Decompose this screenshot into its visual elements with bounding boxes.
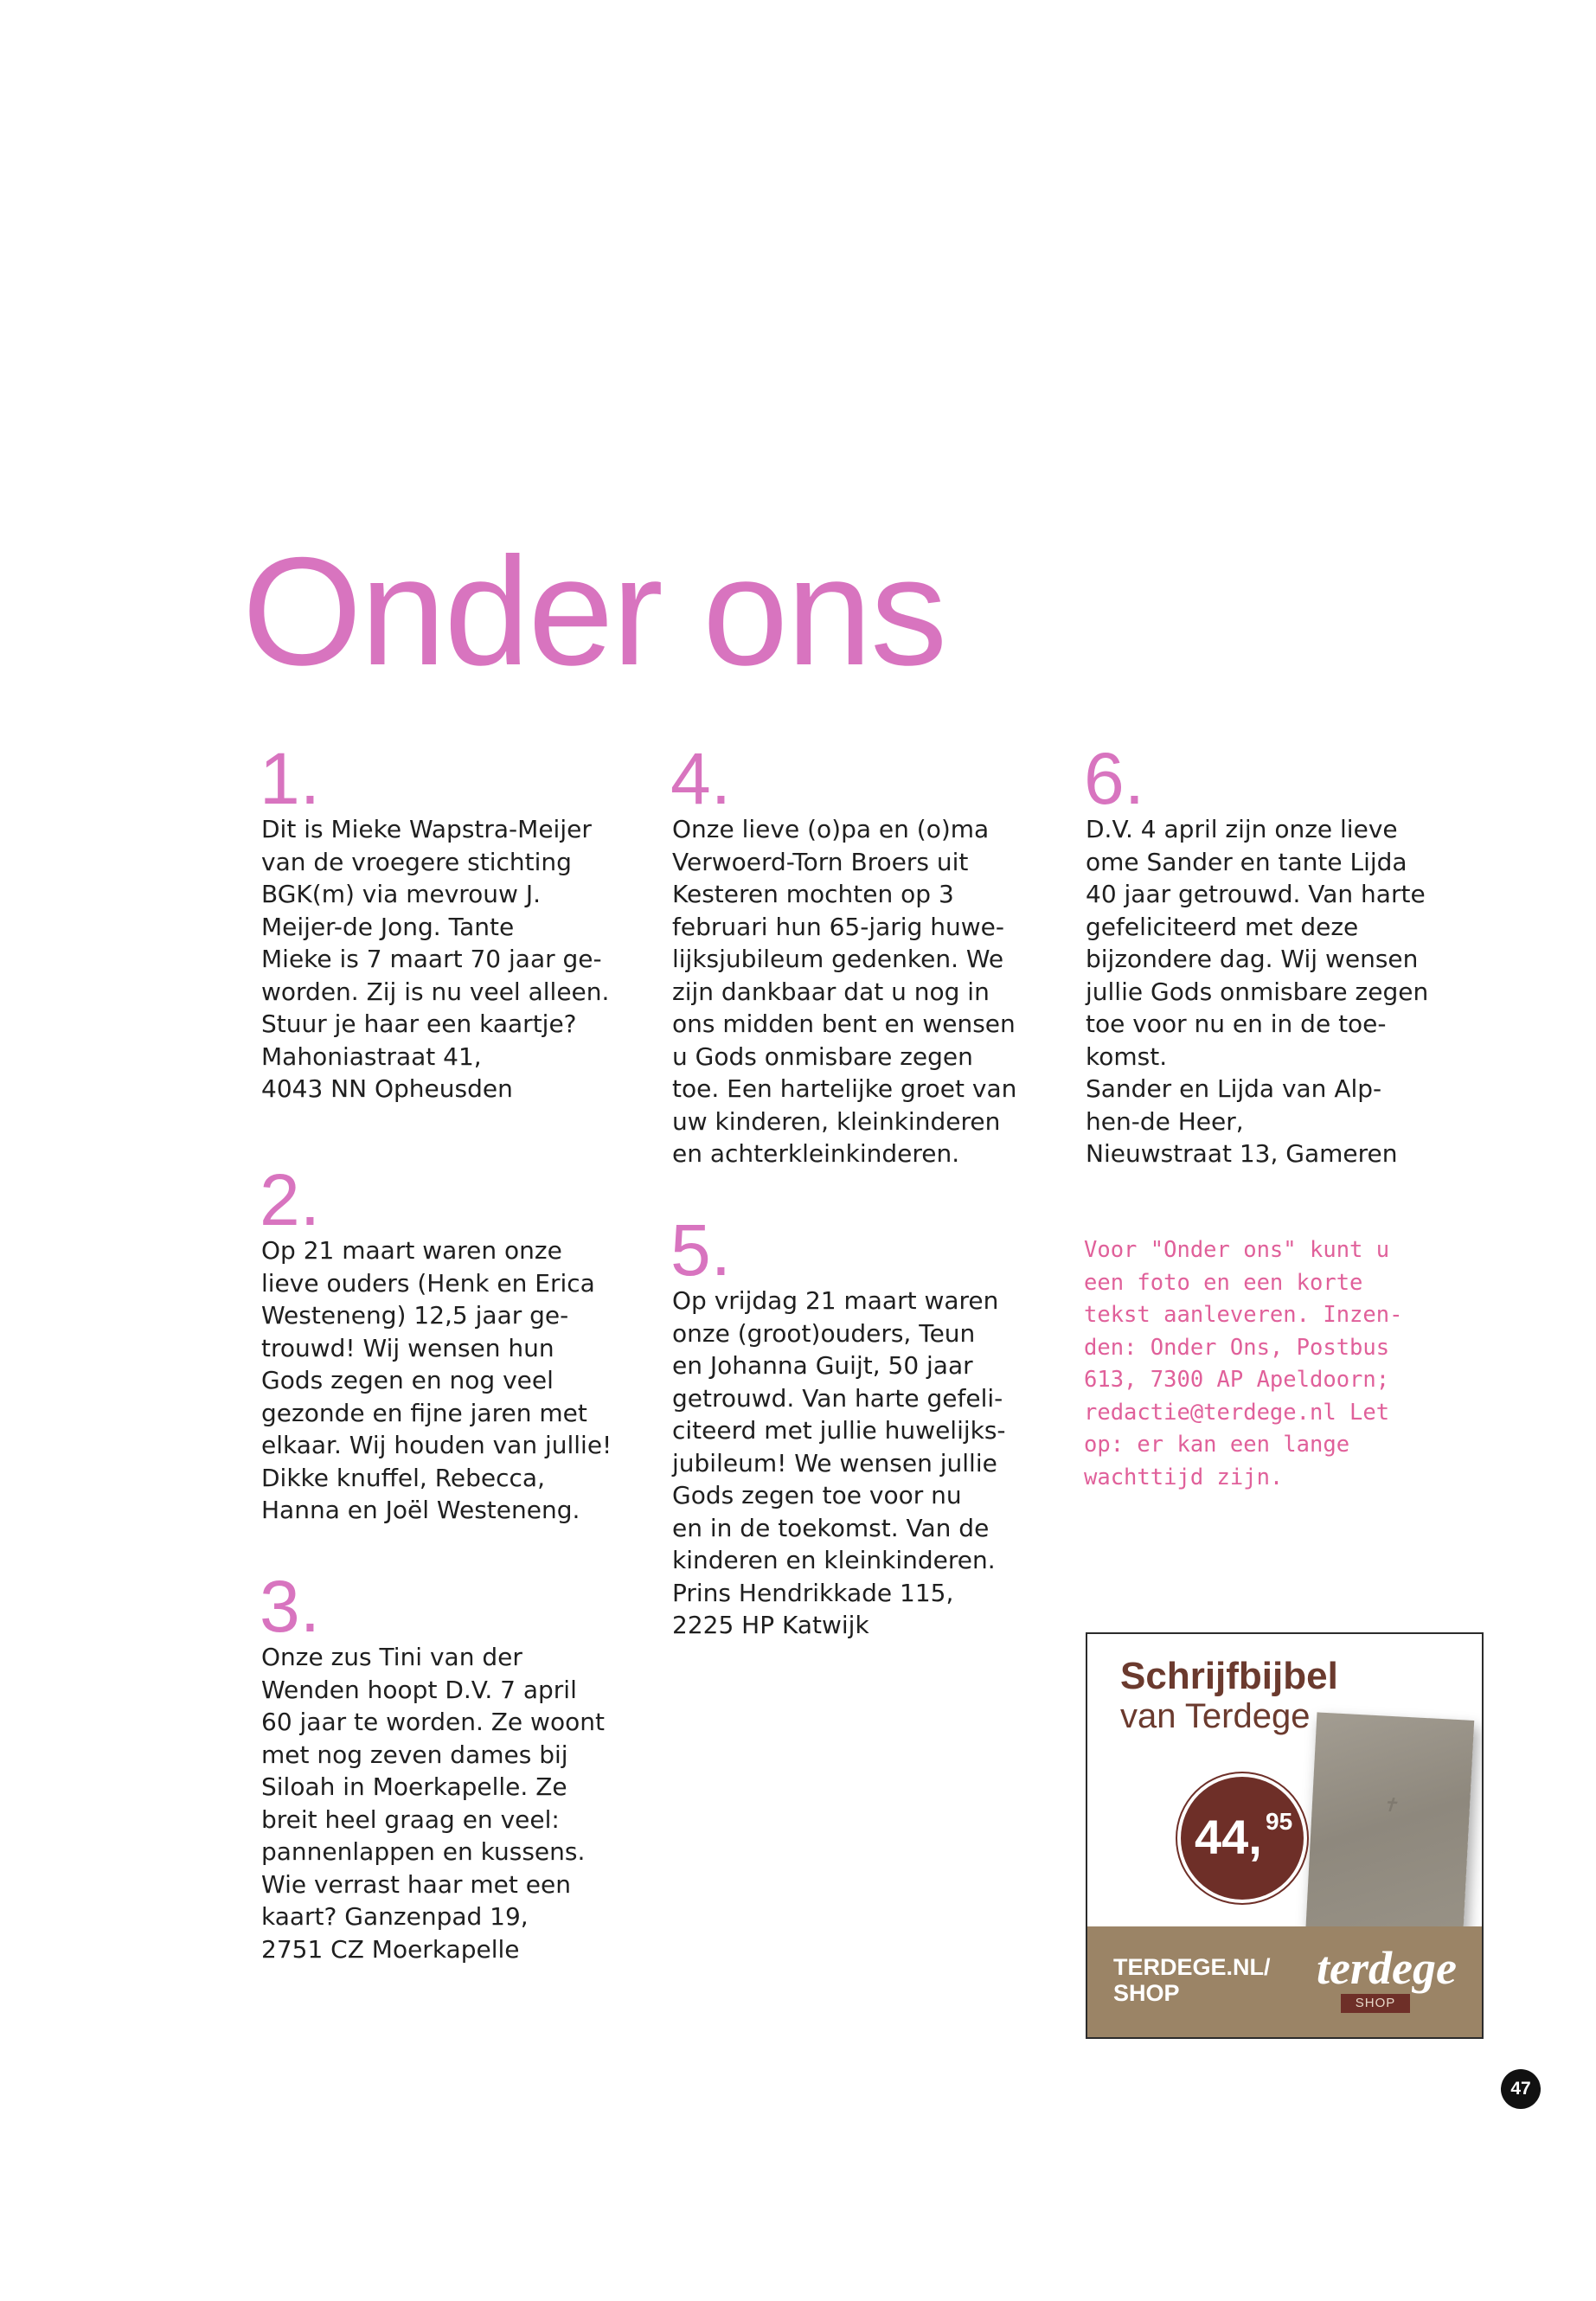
entry-3	[260, 1566, 625, 1965]
entry-text: Onze zus Tini van der Wenden hoopt D.V. 7 april 60 jaar te worden. Ze woont met nog zeven dames bij Siloah in Moerkapelle. Ze breit heel graag en veel: pannenlappen en kussens. Wie verrast haar met een kaart? Ganzenpad 19, 2751 CZ Moerkapelle	[261, 1643, 605, 1964]
entry-5	[670, 1209, 1035, 1642]
entry-number: 6.	[1084, 738, 1145, 819]
shop-link[interactable]: TERDEGE.NL/ SHOP	[1113, 1954, 1271, 2006]
submission-note: Voor "Onder ons" kunt u een foto en een korte tekst aanleveren. Inzen- den: Onder Ons, Postbus 613, 7300 AP Apeldoorn; redactie@terdege.nl Let op: er kan een lange wachttijd zijn.	[1084, 1237, 1403, 1490]
price-main: 44,	[1195, 1810, 1262, 1864]
price-cents: 95	[1266, 1808, 1293, 1835]
entry-6	[1084, 738, 1449, 1170]
entry-text: Op vrijdag 21 maart waren onze (groot)ouders, Teun en Johanna Guijt, 50 jaar getrouwd. Van harte gefeli- citeerd met jullie huwelijks- jubileum! We wensen jullie Gods zegen toe voor nu en in de toekomst. Van de kinderen en kleinkinderen. Prins Hendrikkade 115, 2225 HP Katwijk	[672, 1286, 1006, 1639]
page-number-badge: 47	[1501, 2069, 1541, 2109]
page-title: Onder ons	[242, 525, 946, 697]
entry-text: Onze lieve (o)pa en (o)ma Verwoerd-Torn Broers uit Kesteren mochten op 3 februari hun 65-jarig huwe- lijksjubileum gedenken. We zijn dankbaar dat u nog in ons midden bent en wensen u Gods onmisbare zegen toe. Een hartelijke groet van uw kinderen, kleinkinderen en achterkleinkinderen.	[672, 815, 1017, 1168]
logo-shop-tag: SHOP	[1341, 1994, 1410, 2013]
entry-number: 5.	[670, 1209, 732, 1291]
entry-number: 3.	[260, 1566, 321, 1647]
ad-subtitle: van Terdege	[1120, 1697, 1311, 1735]
ad-footer	[1087, 1926, 1482, 2037]
entry-number: 1.	[260, 738, 321, 819]
entry-number: 2.	[260, 1159, 321, 1240]
entry-text: Dit is Mieke Wapstra-Meijer van de vroegere stichting BGK(m) via mevrouw J. Meijer-de Jong. Tante Mieke is 7 maart 70 jaar ge- worden. Zij is nu veel alleen. Stuur je haar een kaartje? Mahoniastraat 41, 4043 NN Opheusden	[261, 815, 610, 1103]
schrijfbijbel-ad[interactable]	[1086, 1632, 1484, 2039]
entry-2	[260, 1159, 625, 1527]
price-badge	[1181, 1777, 1304, 1900]
ad-title: Schrijfbijbel	[1120, 1655, 1338, 1697]
entry-text: D.V. 4 april zijn onze lieve ome Sander en tante Lijda 40 jaar getrouwd. Van harte gefeliciteerd met deze bijzondere dag. Wij wensen jullie Gods onmisbare zegen toe voor nu en in de toe- komst. Sander en Lijda van Alp- hen-de Heer, Nieuwstraat 13, Gameren	[1086, 815, 1429, 1168]
entry-number: 4.	[670, 738, 732, 819]
terdege-logo: terdege	[1317, 1942, 1457, 1994]
entry-text: Op 21 maart waren onze lieve ouders (Henk en Erica Westeneng) 12,5 jaar ge- trouwd! Wij wensen hun Gods zegen en nog veel gezonde en fijne jaren met elkaar. Wij houden van jullie! Dikke knuffel, Rebecca, Hanna en Joël Westeneng.	[261, 1236, 612, 1524]
entry-1	[260, 738, 625, 1106]
book-cover-emboss: ✝	[1381, 1793, 1399, 1817]
entry-4	[670, 738, 1035, 1170]
